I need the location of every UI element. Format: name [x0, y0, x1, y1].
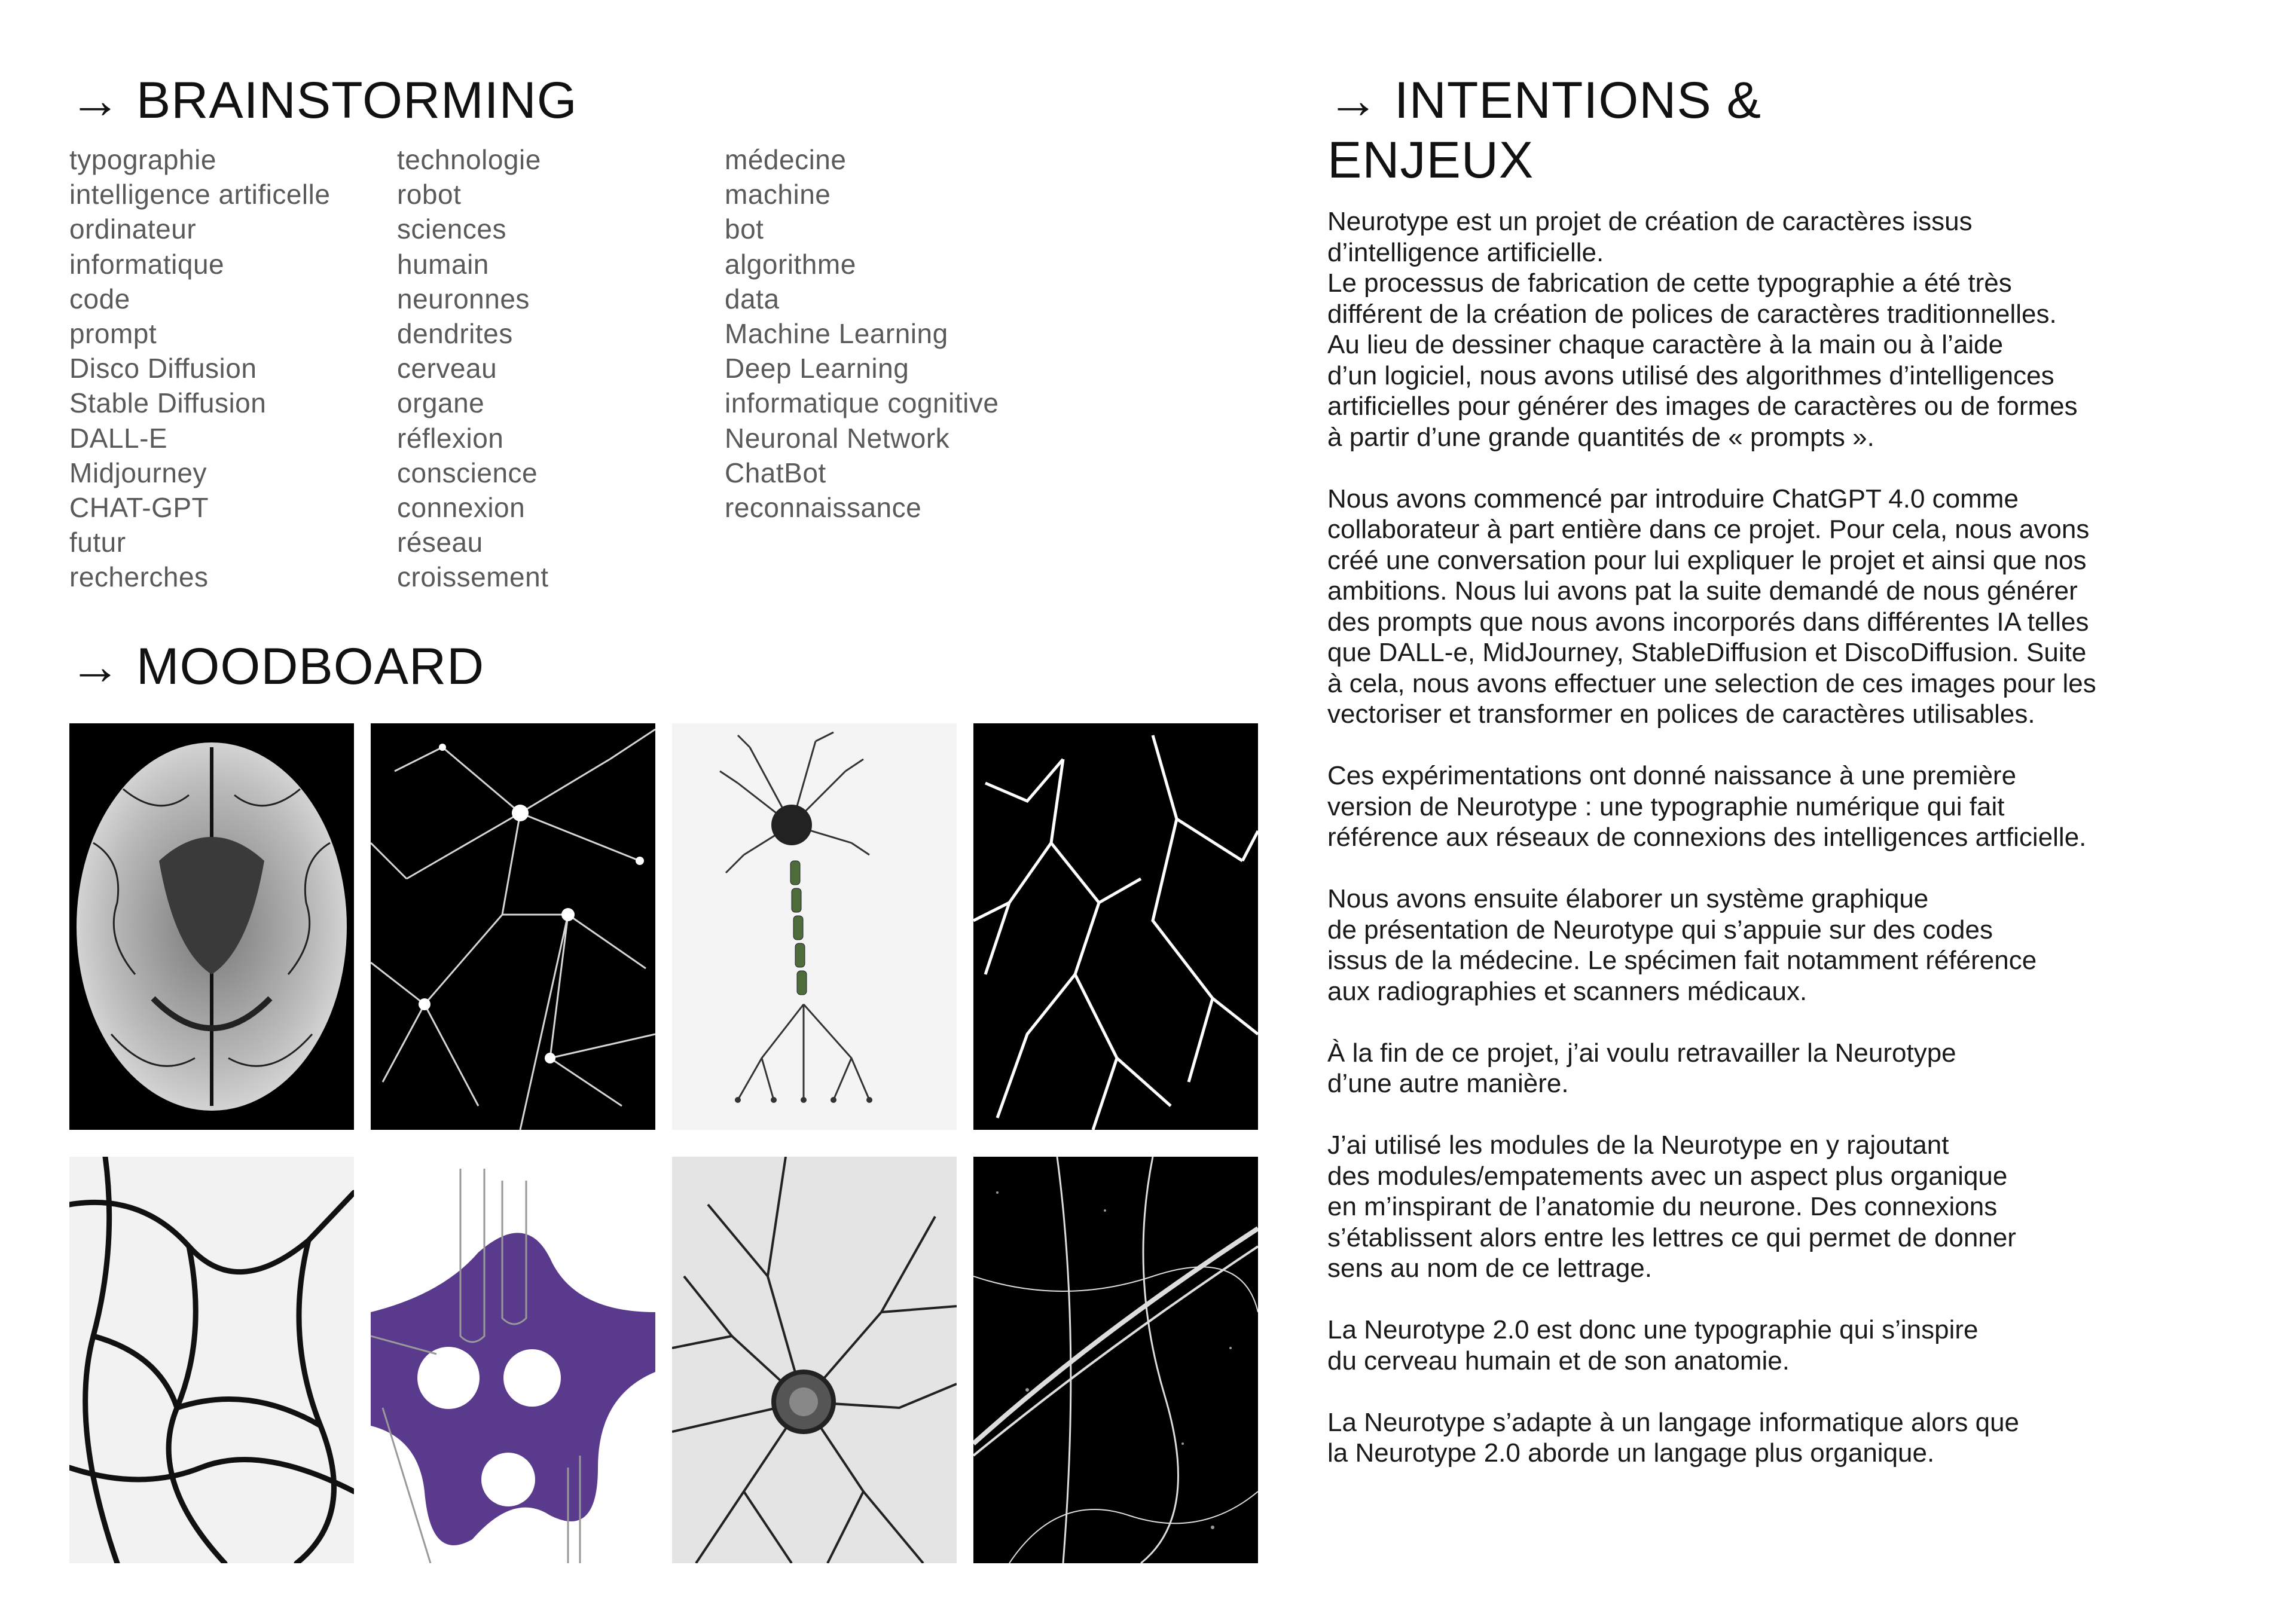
brainstorm-word: organe	[397, 387, 485, 419]
body-paragraph-8: La Neurotype s’adapte à un langage informatique alors que la Neurotype 2.0 aborde un langage plus organique.	[1327, 1407, 2020, 1468]
brainstorm-word: algorithme	[725, 248, 856, 280]
black-network-white-image	[69, 1157, 354, 1563]
brainstorm-word: croissement	[397, 561, 549, 593]
brainstorm-word: machine	[725, 179, 831, 210]
brainstorm-word: neuronnes	[397, 283, 530, 314]
brainstorm-word: humain	[397, 248, 489, 280]
brainstorm-word: bot	[725, 213, 764, 245]
body-paragraph-7: La Neurotype 2.0 est donc une typographie qui s’inspire du cerveau humain et de son anatomie.	[1327, 1315, 1979, 1376]
brainstorm-column-2	[397, 142, 548, 595]
intentions-title: → INTENTIONS & ENJEUX	[1327, 72, 1761, 189]
brainstorm-word: cerveau	[397, 353, 497, 384]
brainstorm-word: ordinateur	[69, 213, 197, 245]
body-paragraph-1: Neurotype est un projet de création de caractères issus d’intelligence artificielle. Le processus de fabrication de cette typographie a été très différent de la création de polices de caractères traditionnelles. Au lieu de dessiner chaque caractère à la main ou à l’aide d’un logiciel, nous avons utilisé des algorithmes d’intelligences artificielles pour générer des images de caractères ou de formes à partir d’une grande quantités de « prompts ».	[1327, 207, 2078, 452]
neuron-network-black-image	[371, 723, 655, 1130]
brainstorm-word: reconnaissance	[725, 492, 922, 524]
brainstorm-column-1	[69, 142, 330, 595]
brainstorm-word: informatique cognitive	[725, 387, 999, 419]
brainstorming-title: → BRAINSTORMING	[69, 72, 578, 129]
brainstorm-word: connexion	[397, 492, 526, 524]
brainstorm-word: sciences	[397, 213, 506, 245]
brainstorm-word: technologie	[397, 144, 541, 175]
neuron-microscopy-image	[672, 1157, 957, 1563]
fibers-black-image	[973, 1157, 1258, 1563]
brainstorm-word: CHAT-GPT	[69, 492, 209, 524]
brainstorm-word: ChatBot	[725, 457, 826, 488]
brainstorm-word: réseau	[397, 527, 483, 558]
brainstorm-word: typographie	[69, 144, 216, 175]
brainstorm-word: Deep Learning	[725, 353, 909, 384]
brainstorm-word: intelligence artificelle	[69, 179, 331, 210]
brain-mri-image	[69, 723, 354, 1130]
purple-cells-image	[371, 1157, 655, 1563]
brainstorm-word: futur	[69, 527, 126, 558]
brainstorm-word: Machine Learning	[725, 318, 948, 350]
brainstorm-word: recherches	[69, 561, 209, 593]
brainstorm-word: DALL-E	[69, 422, 168, 454]
body-paragraph-4: Nous avons ensuite élaborer un système graphique de présentation de Neurotype qui s’appuie sur des codes issus de la médecine. Le spécimen fait notamment référence aux radiographies et scanners médicaux.	[1327, 884, 2037, 1006]
brainstorm-word: Neuronal Network	[725, 422, 950, 454]
brainstorm-word: dendrites	[397, 318, 513, 350]
body-paragraph-2: Nous avons commencé par introduire ChatGPT 4.0 comme collaborateur à part entière dans ce projet. Pour cela, nous avons créé une conversation pour lui expliquer le projet et ainsi que nos ambitions. Nous lui avons pat la suite demandé de nous générer des prompts que nous avons incorporés dans différentes IA telles que DALL-e, MidJourney, StableDiffusion et DiscoDiffusion. Suite à cela, nous avons effectuer une selection de ces images pour les vectoriser et transformer en polices de caractères utilisables.	[1327, 484, 2096, 729]
body-paragraph-6: J’ai utilisé les modules de la Neurotype en y rajoutant des modules/empatements avec un aspect plus organique en m’inspirant de l’anatomie du neurone. Des connexions s’établissent alors entre les lettres ce qui permet de donner sens au nom de ce lettrage.	[1327, 1130, 2016, 1283]
white-veins-black-image	[973, 723, 1258, 1130]
brainstorm-word: médecine	[725, 144, 847, 175]
brainstorm-word: data	[725, 283, 780, 314]
brainstorm-column-3	[725, 142, 999, 525]
brainstorm-word: robot	[397, 179, 462, 210]
brainstorm-word: code	[69, 283, 130, 314]
brainstorm-word: Stable Diffusion	[69, 387, 267, 419]
brainstorm-word: réflexion	[397, 422, 504, 454]
brainstorm-word: Midjourney	[69, 457, 207, 488]
brainstorm-word: informatique	[69, 248, 225, 280]
neuron-diagram-image	[672, 723, 957, 1130]
body-paragraph-5: À la fin de ce projet, j’ai voulu retravailler la Neurotype d’une autre manière.	[1327, 1038, 1956, 1098]
moodboard-title: → MOODBOARD	[69, 638, 485, 695]
brainstorm-word: Disco Diffusion	[69, 353, 257, 384]
brainstorm-word: conscience	[397, 457, 538, 488]
intentions-body	[1327, 206, 2236, 1499]
brainstorm-word: prompt	[69, 318, 157, 350]
body-paragraph-3: Ces expérimentations ont donné naissance à une première version de Neurotype : une typographie numérique qui fait référence aux réseaux de connexions des intelligences artficielle.	[1327, 761, 2087, 852]
